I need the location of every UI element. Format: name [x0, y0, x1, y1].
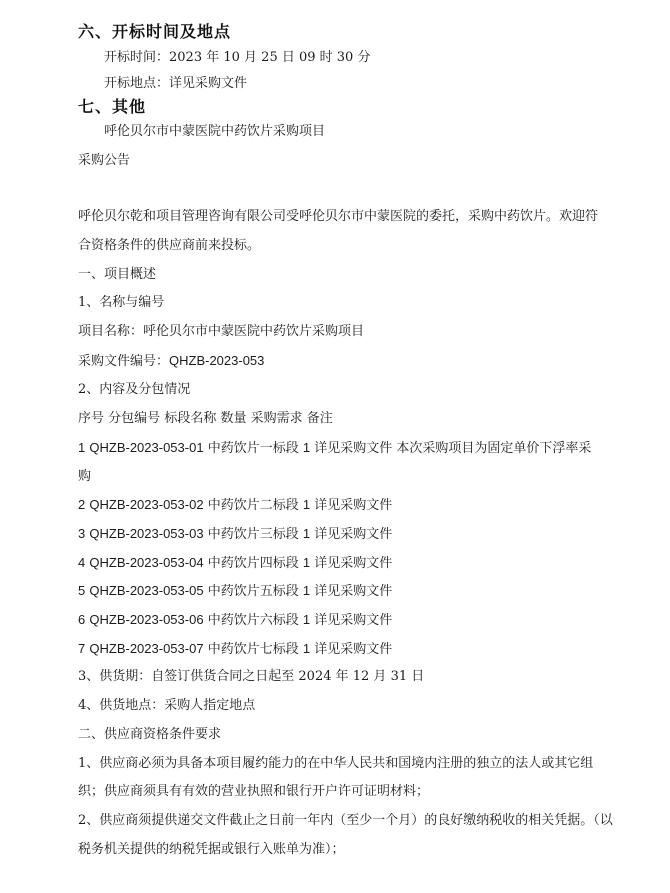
lots-heading: 2、内容及分包情况	[78, 382, 191, 397]
lot-name: 中药饮片五标段	[207, 584, 299, 599]
qualification-2-line-1: 2、供应商须提供递交文件截止之日前一年内（至少一个月）的良好缴纳税收的相关凭据。（以	[78, 813, 613, 828]
lot-name: 中药饮片三标段	[207, 527, 299, 542]
opening-location-value: 详见采购文件	[169, 76, 248, 91]
lot-qty: 1	[302, 497, 311, 512]
col-header-requirement: 采购需求	[250, 411, 303, 426]
lot-code: QHZB-2023-053-02	[89, 497, 204, 512]
lot-qty: 1	[302, 641, 311, 656]
qualifications-heading: 二、供应商资格条件要求	[78, 727, 222, 742]
lot-row-3	[78, 525, 392, 543]
delivery-period-label: 3、供货期：	[78, 669, 152, 684]
announcement-title: 采购公告	[78, 153, 131, 168]
opening-time-value: 2023 年 10 月 25 日 09 时 30 分	[169, 50, 371, 65]
col-header-no: 序号	[78, 411, 105, 426]
qualification-1-line-2: 织；供应商须具有有效的营业执照和银行开户许可证明材料；	[78, 784, 430, 799]
lot-row-6	[78, 611, 392, 629]
lot-no: 1	[78, 440, 86, 455]
lot-row-1	[78, 439, 591, 457]
lot-qty: 1	[302, 440, 311, 455]
project-name-line	[78, 323, 364, 341]
opening-location-line	[104, 75, 247, 93]
lot-requirement: 详见采购文件	[314, 527, 393, 542]
lot-requirement: 详见采购文件	[314, 556, 393, 571]
opening-time-label: 开标时间：	[104, 50, 170, 65]
opening-time-line	[104, 49, 370, 67]
lot-requirement: 详见采购文件	[314, 441, 393, 456]
lot-requirement: 详见采购文件	[314, 498, 393, 513]
delivery-place-value: 采购人指定地点	[164, 698, 256, 713]
lots-header-row	[78, 410, 333, 428]
lot-requirement: 详见采购文件	[314, 613, 393, 628]
lot-name: 中药饮片七标段	[207, 642, 299, 657]
delivery-period-value: 自签订供货合同之日起至 2024 年 12 月 31 日	[151, 669, 425, 684]
lot-name: 中药饮片二标段	[207, 498, 299, 513]
lot-row-1-note-continuation: 购	[78, 469, 92, 484]
lot-qty: 1	[302, 612, 311, 627]
lot-row-7	[78, 640, 392, 658]
lot-row-2	[78, 496, 392, 514]
col-header-name: 标段名称	[164, 411, 217, 426]
lot-requirement: 详见采购文件	[314, 642, 393, 657]
lot-code: QHZB-2023-053-07	[89, 641, 204, 656]
lot-code: QHZB-2023-053-01	[89, 440, 204, 455]
col-header-note: 备注	[306, 411, 333, 426]
project-name-value: 呼伦贝尔市中蒙医院中药饮片采购项目	[143, 324, 365, 339]
lot-code: QHZB-2023-053-03	[89, 526, 204, 541]
doc-number-line	[78, 352, 264, 370]
doc-number-label: 采购文件编号：	[78, 354, 170, 369]
project-name-label: 项目名称：	[78, 324, 144, 339]
project-title: 呼伦贝尔市中蒙医院中药饮片采购项目	[104, 124, 326, 139]
lot-no: 6	[78, 612, 86, 627]
lot-no: 2	[78, 497, 86, 512]
intro-line-1: 呼伦贝尔乾和项目管理咨询有限公司受呼伦贝尔市中蒙医院的委托，采购中药饮片。欢迎符	[78, 209, 599, 224]
qualification-2-line-2: 税务机关提供的纳税凭据或银行入账单为准）；	[78, 842, 345, 857]
lot-qty: 1	[302, 583, 311, 598]
lot-name: 中药饮片六标段	[207, 613, 299, 628]
doc-number-value: QHZB-2023-053	[169, 353, 265, 368]
intro-line-2: 合资格条件的供应商前来投标。	[78, 238, 261, 253]
lot-no: 7	[78, 641, 86, 656]
overview-heading: 一、项目概述	[78, 267, 157, 282]
lot-code: QHZB-2023-053-05	[89, 583, 204, 598]
lot-name: 中药饮片四标段	[207, 556, 299, 571]
lot-row-4	[78, 554, 392, 572]
name-and-number-heading: 1、名称与编号	[78, 295, 165, 310]
delivery-place-label: 4、供货地点：	[78, 698, 165, 713]
lot-code: QHZB-2023-053-04	[89, 555, 204, 570]
lot-row-5	[78, 582, 392, 600]
qualification-1-line-1: 1、供应商必须为具备本项目履约能力的在中华人民共和国境内注册的独立的法人或其它组	[78, 756, 594, 771]
section-7-heading: 七、其他	[78, 97, 147, 116]
lot-qty: 1	[302, 555, 311, 570]
lot-requirement: 详见采购文件	[314, 584, 393, 599]
lot-note: 本次采购项目为固定单价下浮率采	[396, 441, 592, 456]
lot-no: 4	[78, 555, 86, 570]
delivery-place-line	[78, 697, 255, 715]
lot-no: 5	[78, 583, 86, 598]
lot-qty: 1	[302, 526, 311, 541]
section-6-heading: 六、开标时间及地点	[78, 22, 232, 41]
col-header-qty: 数量	[220, 411, 247, 426]
lot-name: 中药饮片一标段	[207, 441, 299, 456]
lot-code: QHZB-2023-053-06	[89, 612, 204, 627]
delivery-period-line	[78, 668, 424, 686]
lot-no: 3	[78, 526, 86, 541]
opening-location-label: 开标地点：	[104, 76, 170, 91]
col-header-code: 分包编号	[108, 411, 161, 426]
